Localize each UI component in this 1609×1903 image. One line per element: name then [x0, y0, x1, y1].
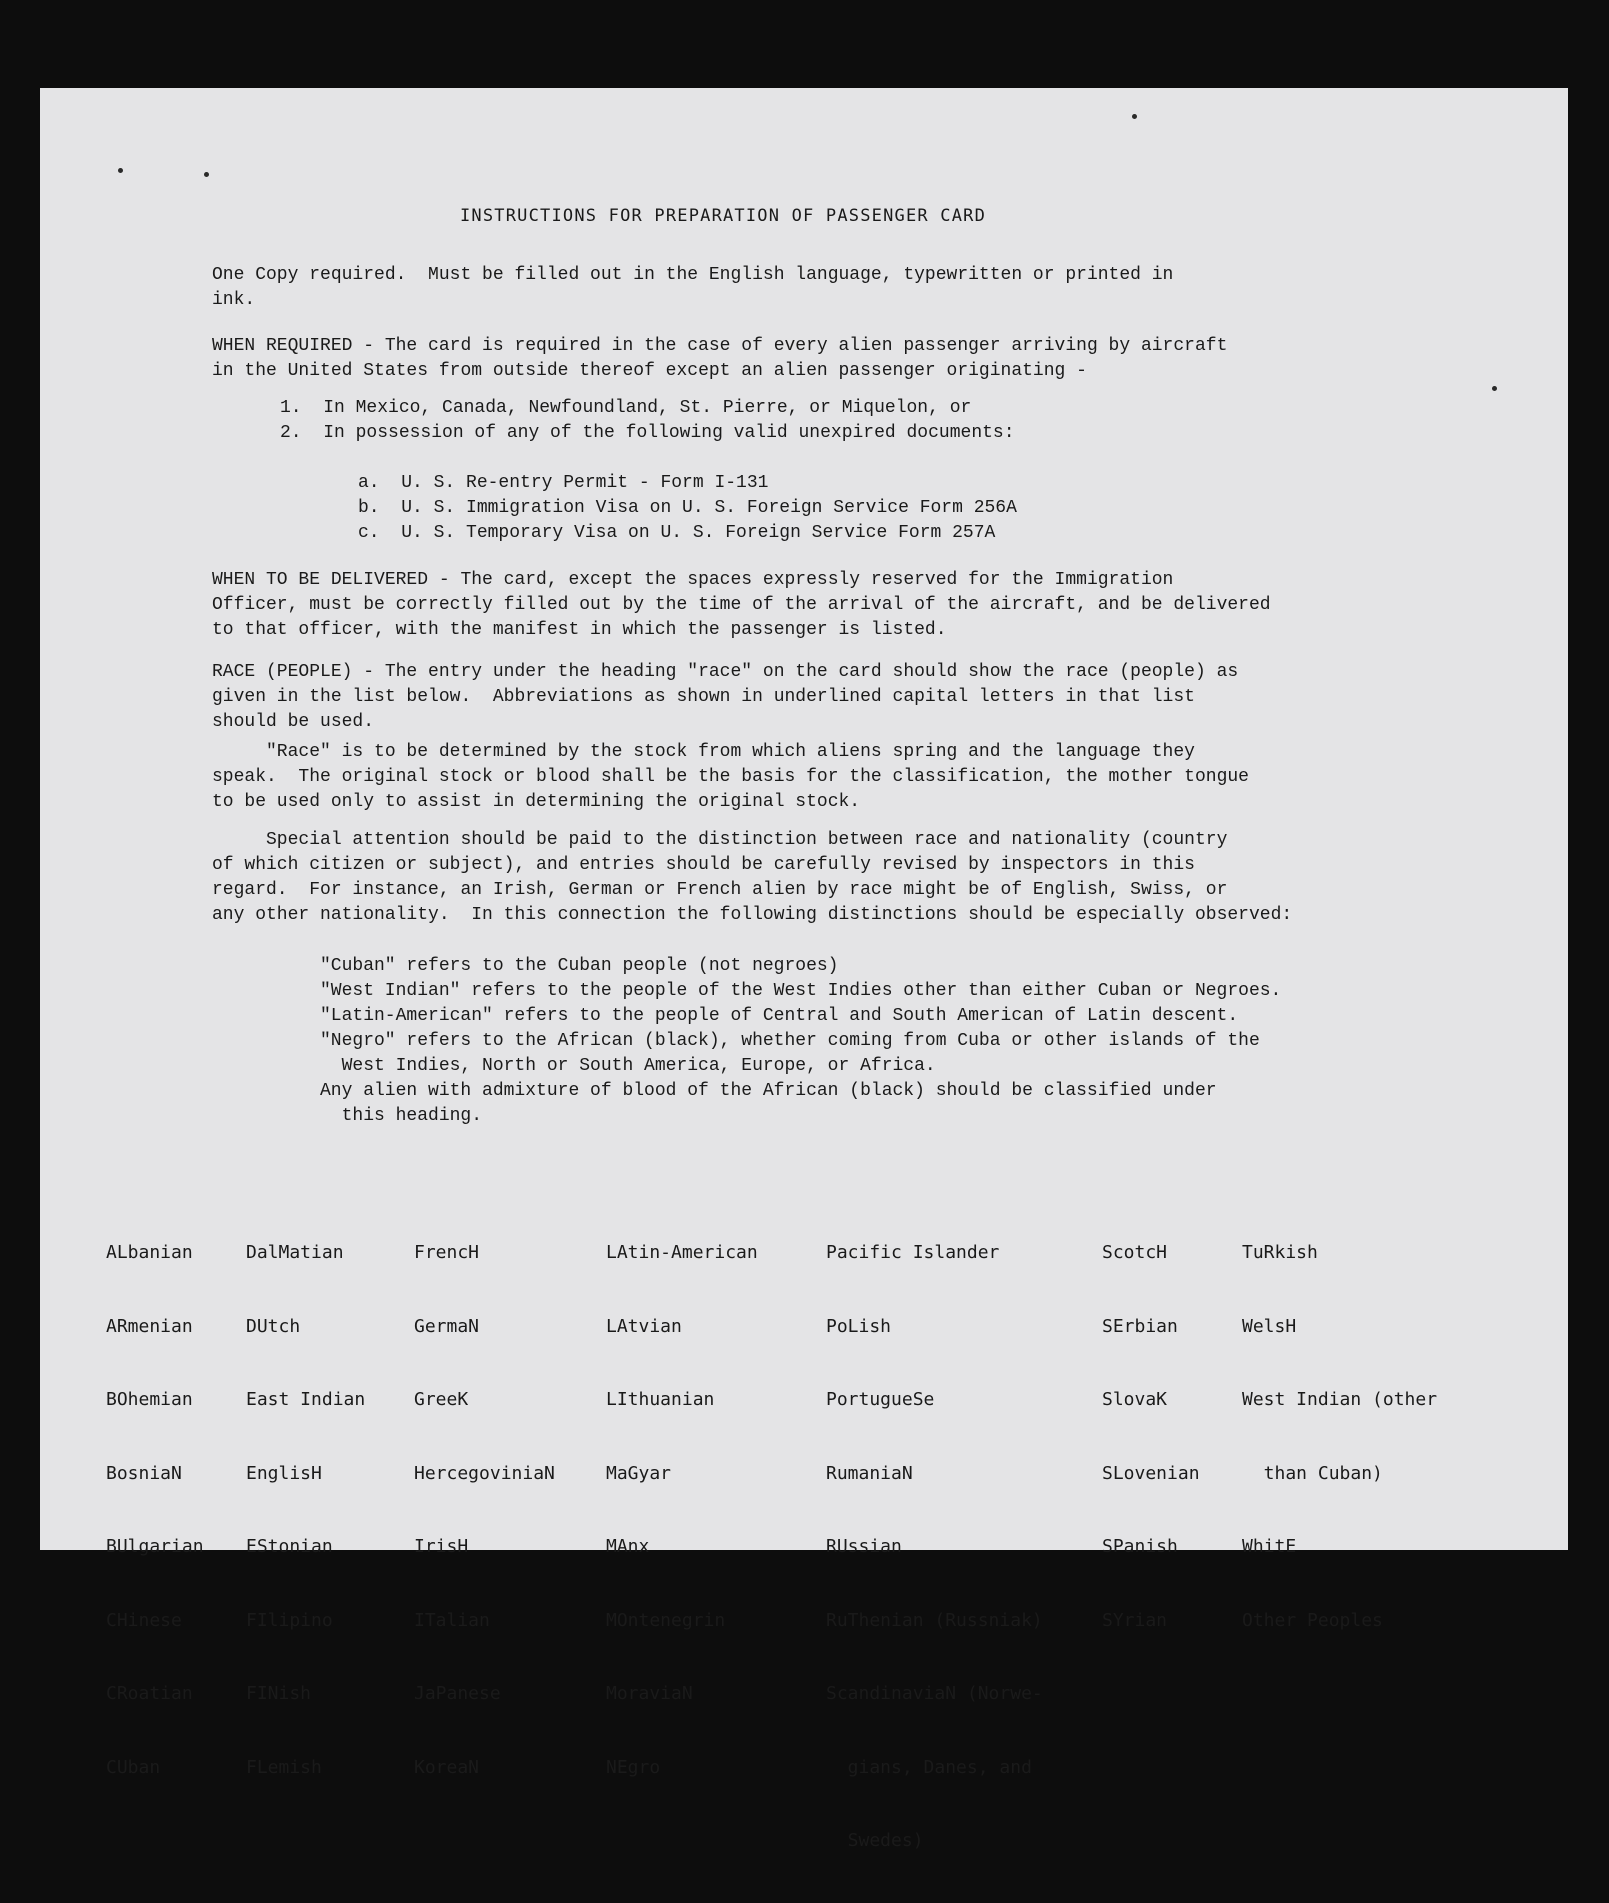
list-item: this heading.: [320, 1106, 483, 1126]
list-item: Any alien with admixture of blood of the African (black) should be classified under: [320, 1081, 1217, 1101]
list-item: 2. In possession of any of the following valid unexpired documents:: [280, 423, 1015, 443]
race-entry: WelsH: [1242, 1315, 1297, 1337]
race-people-paragraph: [212, 660, 1532, 735]
race-column: [826, 1192, 1043, 1903]
speck: [1492, 386, 1497, 391]
race-entry: ALbanian: [106, 1242, 193, 1263]
race-entry: Swedes): [826, 1830, 924, 1851]
race-column: [414, 1192, 555, 1829]
list-item: b. U. S. Immigration Visa on U. S. Foreign Service Form 256A: [358, 498, 1017, 518]
race-entry: SErbian: [1102, 1315, 1178, 1337]
race-entry: FINish: [246, 1683, 312, 1704]
race-column: [106, 1192, 204, 1829]
race-entry: RUssian: [826, 1536, 902, 1557]
text-line: One Copy required. Must be filled out in the English language, typewritten or printed in: [212, 265, 1174, 285]
race-determined-paragraph: [212, 740, 1532, 815]
special-attention-paragraph: [212, 828, 1532, 928]
race-entry: LAtin-American: [606, 1242, 758, 1263]
page-title: INSTRUCTIONS FOR PREPARATION OF PASSENGER CARD: [460, 206, 987, 226]
when-delivered-paragraph: [212, 568, 1532, 643]
list-item: "Cuban" refers to the Cuban people (not negroes): [320, 956, 839, 976]
text-line: RACE (PEOPLE) - The entry under the heading "race" on the card should show the race (people) as: [212, 662, 1239, 682]
text-line: WHEN REQUIRED - The card is required in the case of every alien passenger arriving by aircraft: [212, 336, 1228, 356]
race-column: [1102, 1192, 1200, 1682]
race-entry: EnglisH: [246, 1462, 322, 1484]
race-column: [1242, 1192, 1437, 1682]
race-entry: CUban: [106, 1756, 161, 1778]
race-entry: CRoatian: [106, 1683, 193, 1704]
list-item: "West Indian" refers to the people of the West Indies other than either Cuban or Negroes.: [320, 981, 1282, 1001]
race-entry: FIlipino: [246, 1609, 333, 1631]
race-entry: CHinese: [106, 1609, 182, 1631]
race-entry: KoreaN: [414, 1756, 480, 1778]
text-line: in the United States from outside thereof except an alien passenger originating -: [212, 361, 1087, 381]
race-entry: ITalian: [414, 1609, 490, 1631]
race-entry: MoraviaN: [606, 1683, 693, 1704]
race-entry: RuThenian (Russniak): [826, 1609, 1043, 1631]
race-entry: ARmenian: [106, 1315, 193, 1337]
intro-paragraph: [212, 263, 1532, 313]
list-item: c. U. S. Temporary Visa on U. S. Foreign Service Form 257A: [358, 523, 996, 543]
list-item: 1. In Mexico, Canada, Newfoundland, St. Pierre, or Miquelon, or: [280, 398, 972, 418]
race-entry: West Indian (other: [1242, 1389, 1438, 1410]
list-item: "Latin-American" refers to the people of Central and South American of Latin descent.: [320, 1006, 1239, 1026]
race-entry: JaPanese: [414, 1683, 501, 1704]
text-line: of which citizen or subject), and entries should be carefully revised by inspectors in this: [212, 855, 1195, 875]
race-entry: BUlgarian: [106, 1536, 204, 1557]
text-line: to be used only to assist in determining the original stock.: [212, 792, 861, 812]
race-entry: East Indian: [246, 1389, 366, 1410]
numbered-list: [280, 396, 1600, 446]
text-line: any other nationality. In this connection the following distinctions should be especially observed:: [212, 905, 1293, 925]
race-entry: PoLish: [826, 1315, 892, 1337]
race-entry: FLemish: [246, 1756, 322, 1778]
race-entry: MaGyar: [606, 1462, 672, 1484]
race-entry: DalMatian: [246, 1242, 344, 1263]
race-entry: SlovaK: [1102, 1389, 1168, 1410]
race-entry: Pacific Islander: [826, 1242, 1000, 1263]
text-line: regard. For instance, an Irish, German or French alien by race might be of English, Swiss, or: [212, 880, 1228, 900]
text-line: Special attention should be paid to the distinction between race and nationality (country: [212, 830, 1228, 850]
race-entry: TuRkish: [1242, 1242, 1318, 1263]
race-entry: HercegoviniaN: [414, 1462, 555, 1484]
race-entry: SYrian: [1102, 1609, 1168, 1631]
race-entry: MAnx: [606, 1536, 650, 1557]
race-entry: LAtvian: [606, 1315, 682, 1337]
when-required-paragraph: [212, 334, 1532, 384]
text-line: WHEN TO BE DELIVERED - The card, except the spaces expressly reserved for the Immigration: [212, 570, 1174, 590]
text-line: given in the list below. Abbreviations as shown in underlined capital letters in that list: [212, 687, 1195, 707]
text-line: ink.: [212, 290, 256, 310]
text-line: should be used.: [212, 712, 375, 732]
list-item: "Negro" refers to the African (black), whether coming from Cuba or other islands of the: [320, 1031, 1260, 1051]
race-entry: BOhemian: [106, 1389, 193, 1410]
race-column: [606, 1192, 758, 1829]
race-entry: NEgro: [606, 1756, 661, 1778]
race-entry: BosniaN: [106, 1462, 182, 1484]
race-entry: IrisH: [414, 1536, 469, 1557]
text-line: to that officer, with the manifest in which the passenger is listed.: [212, 620, 947, 640]
race-entry: FrencH: [414, 1242, 480, 1263]
race-column: [246, 1192, 365, 1829]
race-entry: MOntenegrin: [606, 1609, 726, 1631]
race-entry: LIthuanian: [606, 1389, 715, 1410]
race-entry: than Cuban): [1242, 1462, 1383, 1484]
speck: [118, 168, 123, 173]
text-line: "Race" is to be determined by the stock from which aliens spring and the language they: [212, 742, 1195, 762]
race-entry: GreeK: [414, 1389, 469, 1410]
speck: [204, 172, 209, 177]
race-entry: PortugueSe: [826, 1389, 935, 1410]
race-entry: Other Peoples: [1242, 1609, 1383, 1631]
race-entry: gians, Danes, and: [826, 1756, 1032, 1778]
race-entry: EStonian: [246, 1536, 333, 1557]
list-item: West Indies, North or South America, Europe, or Africa.: [320, 1056, 936, 1076]
distinctions-list: [320, 954, 1281, 1129]
text-line: speak. The original stock or blood shall be the basis for the classification, the mother tongue: [212, 767, 1249, 787]
document-page: [40, 88, 1568, 1851]
text-line: Officer, must be correctly filled out by the time of the arrival of the aircraft, and be delivered: [212, 595, 1271, 615]
race-entry: SLovenian: [1102, 1462, 1200, 1484]
race-entry: ScotcH: [1102, 1242, 1168, 1263]
race-entry: ScandinaviaN (Norwe-: [826, 1683, 1043, 1704]
race-entry: SPanish: [1102, 1536, 1178, 1557]
race-entry: WhitE: [1242, 1536, 1297, 1557]
speck: [1132, 114, 1137, 119]
race-entry: RumaniaN: [826, 1462, 913, 1484]
documents-list: [358, 471, 1609, 546]
race-entry: DUtch: [246, 1315, 301, 1337]
race-entry: GermaN: [414, 1315, 480, 1337]
list-item: a. U. S. Re-entry Permit - Form I-131: [358, 473, 769, 493]
